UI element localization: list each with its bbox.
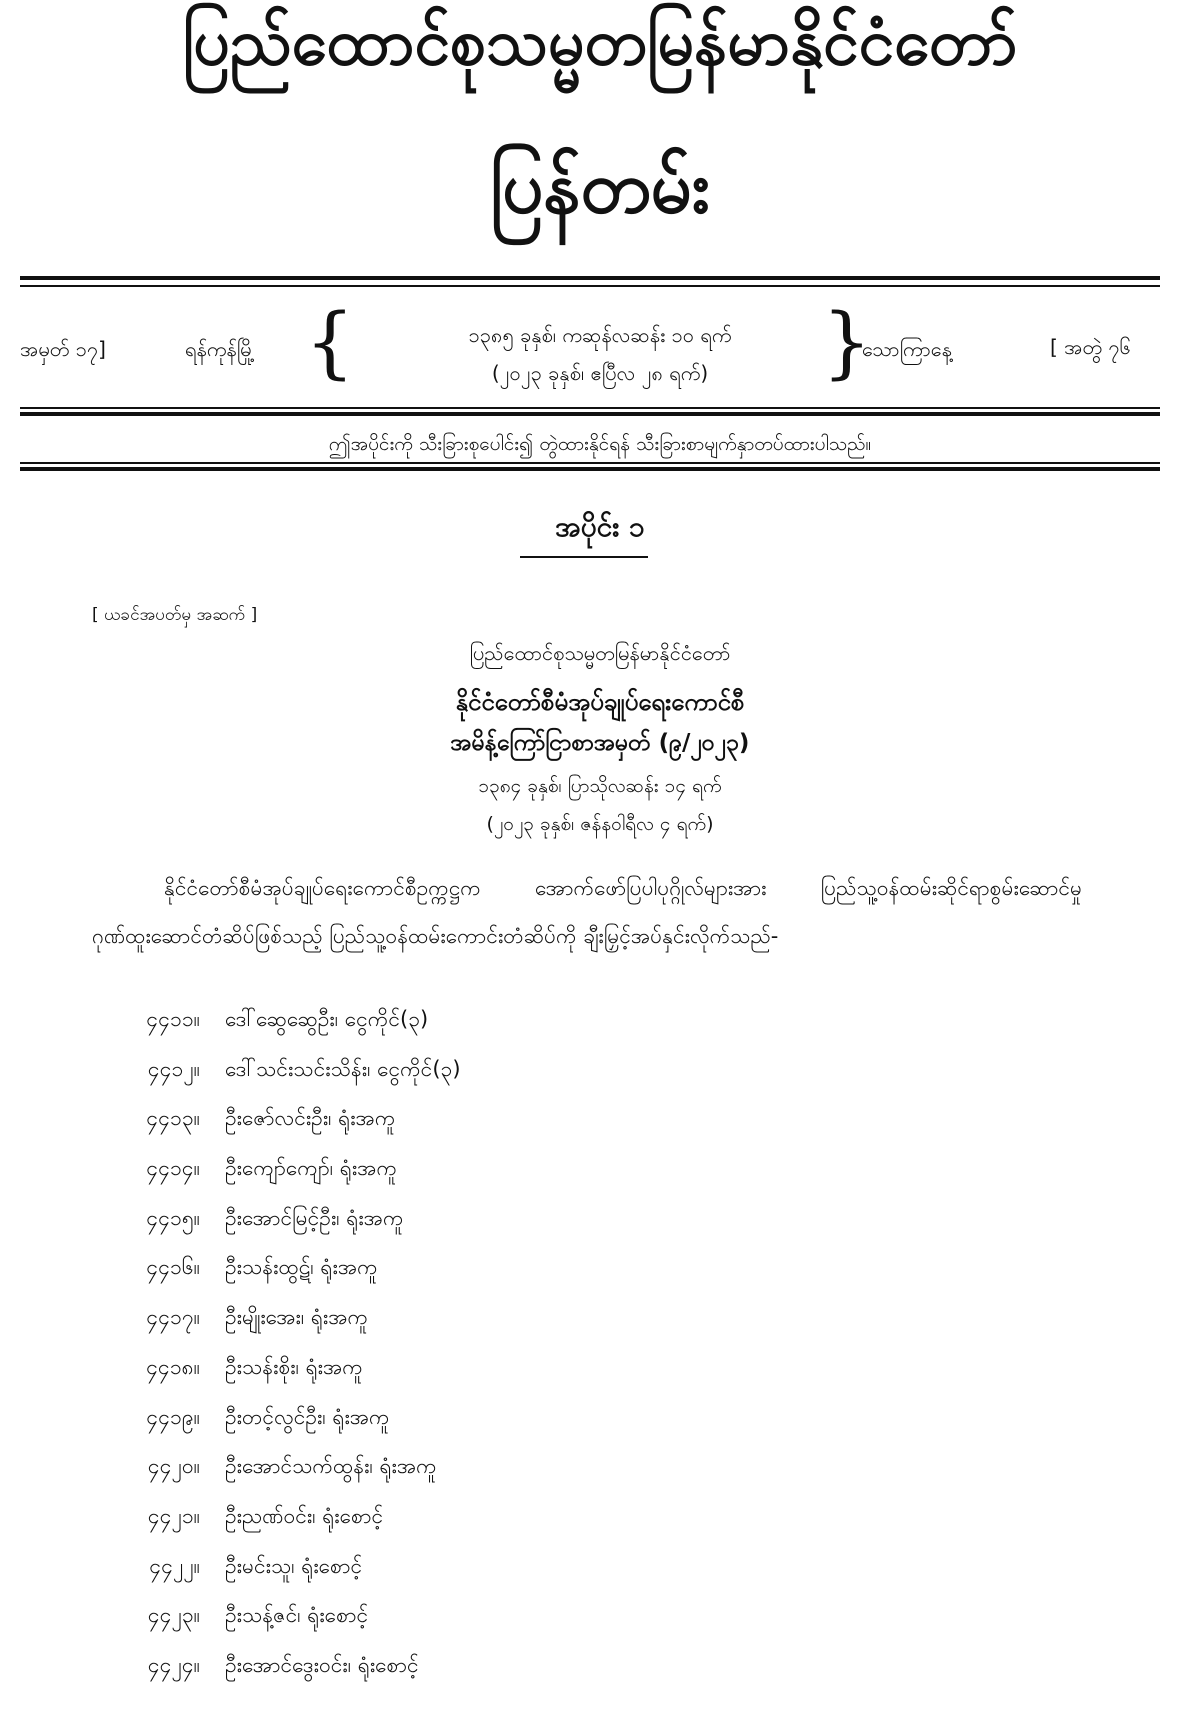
item-name: ဒေါ်သင်းသင်းသိန်း၊ ငွေကိုင်(၃) — [225, 1056, 461, 1081]
list-item — [0, 1443, 1200, 1493]
item-number: ၄၄၁၈။ — [146, 1354, 200, 1379]
item-name: ဦးမင်းသူ၊ ရုံးစောင့် — [225, 1553, 363, 1578]
continued-note: [ ယခင်အပတ်မှ အဆက် ] — [92, 605, 258, 625]
list-item — [0, 1394, 1200, 1444]
top-rule-thick — [20, 276, 1160, 280]
issue-weekday: သောကြာနေ့ — [862, 337, 952, 361]
item-name: ဦးကျော်ကျော်၊ ရုံးအကူ — [225, 1156, 398, 1181]
item-number: ၄၄၁၉။ — [146, 1404, 200, 1429]
issue-info-row — [0, 298, 1200, 402]
order-title: အမိန့်ကြော်ငြာစာအမှတ် (၉/၂၀၂၃) — [450, 730, 750, 756]
masthead-country: ပြည်ထောင်စုသမ္မတမြန်မာနိုင်ငံတော် — [182, 6, 1018, 80]
mid-rule-thin — [20, 407, 1160, 409]
list-item — [0, 996, 1200, 1046]
item-number: ၄၄၂၀။ — [147, 1454, 200, 1479]
item-name: ဦးဇော်လင်းဦး၊ ရုံးအကူ — [225, 1106, 396, 1131]
item-name: ဦးအောင်မြင့်ဦး၊ ရုံးအကူ — [225, 1205, 404, 1230]
left-brace: { — [305, 298, 355, 388]
item-name: ဦးသန်းစိုး၊ ရုံးအကူ — [225, 1354, 363, 1379]
list-item — [0, 1145, 1200, 1195]
notice-rule-thick — [20, 467, 1160, 471]
mid-rule-thick — [20, 412, 1160, 416]
issue-place: ရန်ကုန်မြို့ — [185, 337, 255, 361]
body-paragraph: နိုင်ငံတော်စီမံအုပ်ချုပ်ရေးကောင်စီဥက္ကဋ္ဌက အောက်ဖော်ပြပါပုဂ္ဂိုလ်များအား ပြည်သူ့ဝန်ထမ်းဆိုင်ရာစွမ်းဆောင်မှု ဂုဏ်ထူးဆောင်တံဆိပ်ဖြစ်သည့် ပြည်သူ့ဝန်ထမ်းကောင်းတံဆိပ်ကို ချီးမြှင့်အပ်နှင်းလိုက်သည်- — [92, 876, 1082, 948]
item-number: ၄၄၁၇။ — [146, 1305, 200, 1330]
item-name: ဦးသန်းထွဋ်၊ ရုံးအကူ — [225, 1255, 378, 1280]
item-number: ၄၄၁၅။ — [146, 1205, 200, 1230]
order-country: ပြည်ထောင်စုသမ္မတမြန်မာနိုင်ငံတော် — [469, 641, 731, 665]
recipient-list — [0, 996, 1200, 1692]
top-rule-thin — [20, 285, 1160, 287]
item-number: ၄၄၁၆။ — [146, 1255, 200, 1280]
list-item — [0, 1592, 1200, 1642]
list-item — [0, 1195, 1200, 1245]
item-number: ၄၄၂၄။ — [147, 1652, 200, 1677]
issue-number: အမှတ် ၁၇] — [20, 337, 106, 361]
order-date-myanmar: ၁၃၈၄ ခုနှစ်၊ ပြာသိုလဆန်း ၁၄ ရက် — [478, 775, 722, 797]
right-brace: } — [822, 298, 872, 388]
item-name: ဦးညဏ်ဝင်း၊ ရုံးစောင့် — [225, 1503, 384, 1528]
list-item — [0, 1046, 1200, 1096]
notice-text: ဤအပိုင်းကို သီးခြားစုပေါင်း၍ တွဲထားနိုင်ရန် သီးခြားစာမျက်နှာတပ်ထားပါသည်။ — [328, 433, 872, 455]
list-item — [0, 1642, 1200, 1692]
item-number: ၄၄၁၂။ — [147, 1056, 200, 1081]
issue-date-myanmar: ၁၃၈၅ ခုနှစ်၊ ကဆုန်လဆန်း ၁၀ ရက် — [468, 323, 732, 347]
item-number: ၄၄၁၃။ — [146, 1106, 200, 1131]
order-date-gregorian: (၂၀၂၃ ခုနှစ်၊ ဇန်နဝါရီလ ၄ ရက်) — [486, 813, 714, 835]
list-item — [0, 1543, 1200, 1593]
item-number: ၄၄၁၁။ — [146, 1007, 200, 1031]
list-item — [0, 1493, 1200, 1543]
order-council: နိုင်ငံတော်စီမံအုပ်ချုပ်ရေးကောင်စီ — [455, 688, 745, 716]
part-title: အပိုင်း ၁ — [555, 510, 645, 543]
item-name: ဦးမျိုးအေး၊ ရုံးအကူ — [225, 1305, 369, 1330]
issue-volume: [ အတွဲ ၇၆ — [1050, 335, 1131, 359]
item-name: ဦးတင့်လွင်ဦး၊ ရုံးအကူ — [225, 1404, 390, 1429]
item-name: ဦးအောင်ဒွေးဝင်း၊ ရုံးစောင့် — [225, 1652, 419, 1677]
item-name: ဦးအောင်သက်ထွန်း၊ ရုံးအကူ — [225, 1454, 437, 1479]
list-item — [0, 1095, 1200, 1145]
masthead-title: ပြန်တမ်း — [490, 145, 710, 229]
item-number: ၄၄၂၁။ — [147, 1503, 200, 1528]
part-title-underline — [520, 556, 648, 558]
list-item — [0, 1294, 1200, 1344]
item-number: ၄၄၁၄။ — [146, 1156, 200, 1181]
notice-rule-thin — [20, 462, 1160, 464]
item-name: ဦးသန့်ဇင်၊ ရုံးစောင့် — [225, 1603, 369, 1628]
list-item — [0, 1344, 1200, 1394]
list-item — [0, 1244, 1200, 1294]
issue-date-gregorian: (၂၀၂၃ ခုနှစ်၊ ဧပြီလ ၂၈ ရက်) — [491, 361, 709, 385]
item-number: ၄၄၂၂။ — [149, 1553, 200, 1578]
item-name: ဒေါ်ဆွေဆွေဦး၊ ငွေကိုင်(၃) — [225, 1007, 429, 1031]
item-number: ၄၄၂၃။ — [147, 1603, 200, 1628]
